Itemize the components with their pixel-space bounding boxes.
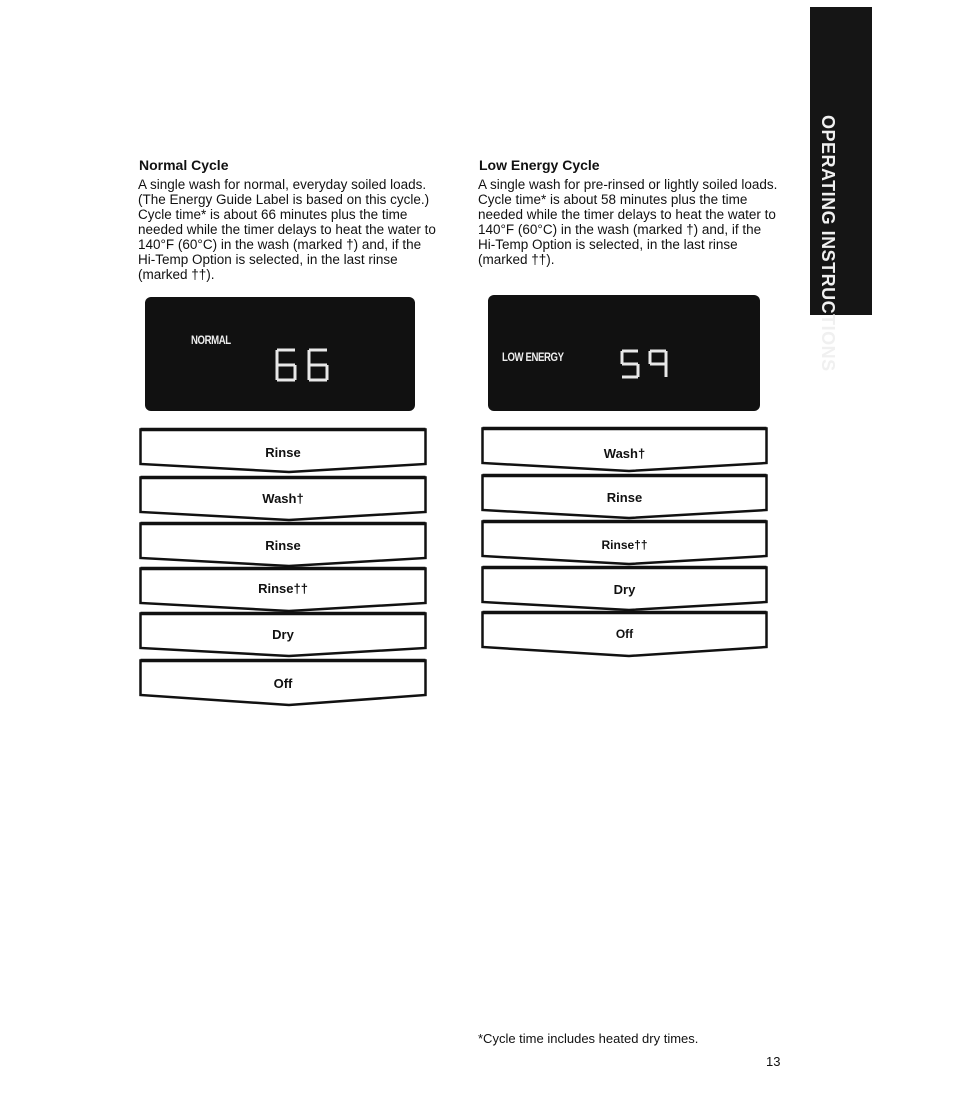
normal-display-label: NORMAL	[191, 333, 231, 347]
step-label: Off	[273, 676, 293, 691]
step-label: Dry	[272, 627, 294, 642]
normal-line: 140°F (60°C) in the wash (marked †) and, if the	[138, 237, 422, 252]
normal-cycle-description	[138, 177, 438, 282]
step-label: Dry	[613, 582, 636, 597]
low-line: Cycle time* is about 58 minutes plus the time	[478, 192, 748, 207]
cycle-step	[139, 659, 427, 709]
low-energy-cycle-description	[478, 177, 778, 267]
cycle-step	[139, 428, 427, 474]
normal-display-value	[273, 346, 353, 391]
step-label: Rinse	[606, 490, 643, 505]
cycle-step	[481, 474, 768, 520]
footnote: *Cycle time includes heated dry times.	[478, 1031, 699, 1046]
step-label: Wash†	[603, 446, 646, 461]
normal-display-panel	[145, 297, 415, 411]
seven-segment-digits	[618, 347, 698, 387]
normal-line: needed while the timer delays to heat the water to	[138, 222, 436, 237]
step-label: Off	[615, 627, 634, 641]
cycle-step	[481, 566, 768, 612]
step-label: Rinse	[265, 445, 301, 460]
cycle-step	[481, 520, 768, 566]
normal-cycle-heading: Normal Cycle	[139, 157, 229, 173]
normal-line: Cycle time* is about 66 minutes plus the time	[138, 207, 408, 222]
normal-line: (marked ††).	[138, 267, 215, 282]
low-energy-display-label: LOW ENERGY	[502, 350, 564, 364]
step-label: Rinse	[265, 538, 301, 553]
normal-line: (The Energy Guide Label is based on this cycle.)	[138, 192, 430, 207]
low-energy-display-panel	[488, 295, 760, 411]
low-line: (marked ††).	[478, 252, 555, 267]
low-line: 140°F (60°C) in the wash (marked †) and, if the	[478, 222, 762, 237]
seven-segment-digits	[273, 346, 353, 386]
step-label: Wash†	[262, 491, 304, 506]
low-line: needed while the timer delays to heat the water to	[478, 207, 776, 222]
section-tab	[810, 7, 872, 372]
cycle-step	[481, 427, 768, 473]
normal-line: Hi-Temp Option is selected, in the last rinse	[138, 252, 398, 267]
normal-line: A single wash for normal, everyday soiled loads.	[138, 177, 427, 192]
cycle-step	[139, 567, 427, 613]
page-number: 13	[766, 1054, 781, 1069]
step-label: Rinse††	[601, 538, 648, 552]
low-line: A single wash for pre-rinsed or lightly soiled loads.	[478, 177, 778, 192]
cycle-step	[139, 476, 427, 522]
low-energy-cycle-heading: Low Energy Cycle	[479, 157, 600, 173]
section-tab-label: OPERATING INSTRUCTIONS	[818, 115, 838, 372]
cycle-step	[481, 611, 768, 659]
step-label: Rinse††	[258, 581, 308, 596]
low-energy-display-value	[618, 347, 698, 392]
cycle-step	[139, 612, 427, 658]
cycle-step	[139, 522, 427, 568]
low-line: Hi-Temp Option is selected, in the last rinse	[478, 237, 738, 252]
